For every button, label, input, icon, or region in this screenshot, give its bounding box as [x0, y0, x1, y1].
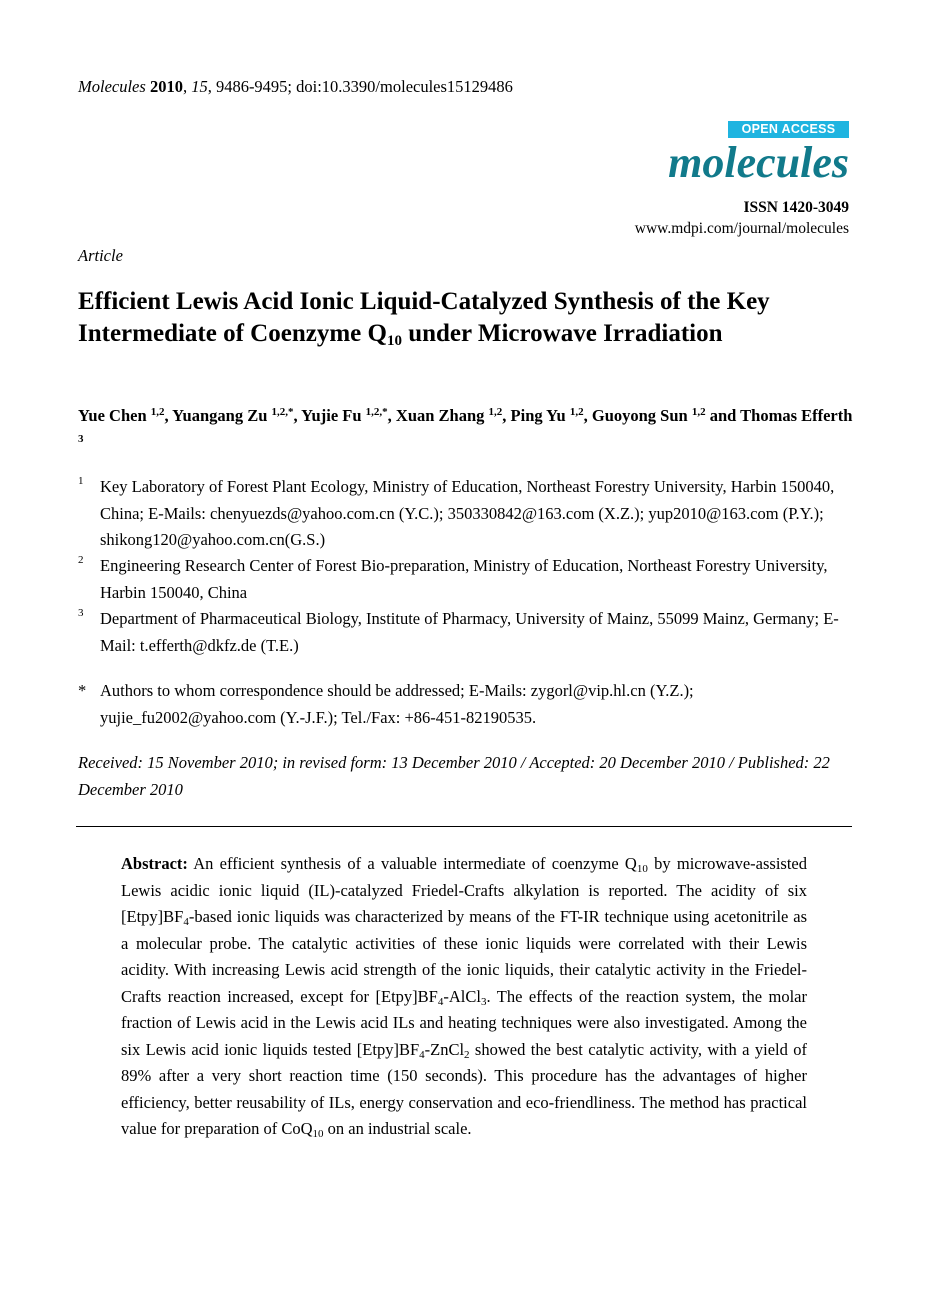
author-affiliation-ref: 1,2: [691, 406, 706, 418]
abstract-text: -based ionic liquids was characterized by means of the FT-IR technique using acetonitrile as a molecular probe. The catalytic activities of these ionic liquids were correlated with their Lewis acidity. With increasing Lewis acid strength of the ionic liquids, their catalytic activity in the Friedel-Crafts reaction increased, except for [Etpy]BF: [121, 907, 807, 1006]
title-part1: Efficient Lewis Acid Ionic Liquid-Catalyzed Synthesis of the Key Intermediate of Coenzyme Q: [78, 288, 770, 347]
abstract-subscript: 3: [480, 995, 487, 1008]
citation-volume: 15: [191, 77, 208, 96]
corresponding-star: *: [382, 406, 388, 418]
abstract-subscript: 10: [312, 1128, 324, 1140]
abstract-label: Abstract:: [121, 854, 188, 873]
author-separator: ,: [164, 406, 173, 425]
author-affiliation-ref: [366, 406, 388, 418]
affiliation-number: 3: [78, 607, 84, 619]
abstract-text: . The effects of the reaction system, the molar fraction of Lewis acid in the Lewis acid ILs and heating techniques were also investigated. Among the six Lewis acid ionic liquids tested [Etpy]BF: [121, 986, 807, 1059]
author-separator: ,: [293, 406, 302, 425]
citation-year: 2010: [149, 77, 183, 96]
author-affiliation-ref: 1,2: [488, 406, 503, 418]
affiliation-number: 1: [78, 475, 84, 487]
publication-dates: Received: 15 November 2010; in revised form: 13 December 2010 / Accepted: 20 December 2010 / Published: 22 December 2010: [78, 753, 830, 799]
author-name: Yuangang Zu: [172, 406, 268, 425]
author-affiliation-ref: [272, 406, 294, 418]
abstract-subscript: 4: [419, 1048, 425, 1061]
affiliation-number: 2: [78, 554, 84, 566]
correspondence-text: Authors to whom correspondence should be addressed; E-Mails: zygorl@vip.hl.cn (Y.Z.); yujie_fu2002@yahoo.com (Y.-J.F.); Tel./Fax: +86-451-82190535.: [100, 681, 694, 727]
author-name: Yue Chen: [78, 406, 147, 425]
journal-url[interactable]: www.mdpi.com/journal/molecules: [634, 220, 849, 237]
abstract-text: showed the best catalytic activity, with a yield of 89% after a very short reaction time (150 seconds). This procedure has the advantages of higher efficiency, better reusability of ILs, energy conservation and eco-friendliness. The method has practical value for preparation of CoQ: [121, 1039, 807, 1138]
author-affiliation-num: 1,2,: [271, 406, 289, 418]
author-affiliation-ref: 3: [78, 433, 84, 445]
abstract-subscript: 4: [183, 916, 189, 928]
issn: ISSN 1420-3049: [743, 199, 849, 216]
author-name: Guoyong Sun: [591, 406, 688, 425]
author-separator: and: [705, 406, 741, 425]
article-type: Article: [78, 246, 123, 265]
citation-pages-doi: , 9486-9495; doi:10.3390/molecules15129486: [207, 77, 513, 96]
citation-line: Molecules 2010, 15, 9486-9495; doi:10.3390/molecules15129486: [78, 77, 513, 96]
author-affiliation-ref: 1,2: [150, 406, 165, 418]
author-name: Xuan Zhang: [395, 406, 485, 425]
abstract-text: An efficient synthesis of a valuable intermediate of coenzyme Q: [187, 854, 637, 873]
author-separator: ,: [502, 406, 511, 425]
corresponding-star: *: [288, 406, 294, 418]
paper-title: [78, 286, 858, 350]
author-list: [78, 402, 858, 456]
divider: [76, 826, 852, 827]
title-part2: under Microwave Irradiation: [401, 320, 723, 347]
journal-logo: molecules: [668, 138, 849, 187]
author-separator: ,: [387, 406, 396, 425]
abstract-text: -AlCl: [443, 986, 481, 1006]
title-subscript: 10: [386, 333, 402, 349]
affiliation-text: Engineering Research Center of Forest Bio-preparation, Ministry of Education, Northeast Forestry University, Harbin 150040, China: [100, 556, 828, 602]
correspondence-mark: *: [78, 681, 87, 700]
abstract: [121, 851, 807, 1143]
author-separator: ,: [583, 406, 592, 425]
affiliation-text: Key Laboratory of Forest Plant Ecology, Ministry of Education, Northeast Forestry University, Harbin 150040, China; E-Mails: chenyuezds@yahoo.com.cn (Y.C.); 350330842@163.com (X.Z.); yup2010@163.com (P.Y.); shikong120@yahoo.com.cn(G.S.): [100, 477, 835, 549]
citation-journal: Molecules: [78, 77, 146, 96]
abstract-text: -ZnCl: [424, 1039, 465, 1059]
abstract-text: on an industrial scale.: [323, 1119, 472, 1138]
author-name: Yujie Fu: [301, 406, 362, 425]
abstract-subscript: 10: [636, 863, 648, 875]
author-name: Thomas Efferth: [740, 406, 853, 425]
open-access-badge: OPEN ACCESS: [728, 121, 849, 138]
abstract-subscript: 2: [464, 1048, 470, 1061]
abstract-subscript: 4: [437, 995, 444, 1008]
abstract-text: by microwave-assisted Lewis acidic ionic liquid (IL)-catalyzed Friedel-Crafts alkylation is reported. The acidity of six [Etpy]BF: [121, 854, 807, 926]
author-affiliation-num: 1,2,: [365, 406, 383, 418]
author-name: Ping Yu: [510, 406, 566, 425]
author-affiliation-ref: 1,2: [569, 406, 584, 418]
affiliation-text: Department of Pharmaceutical Biology, Institute of Pharmacy, University of Mainz, 55099 Mainz, Germany; E-Mail: t.efferth@dkfz.de (T.E.): [100, 609, 839, 655]
